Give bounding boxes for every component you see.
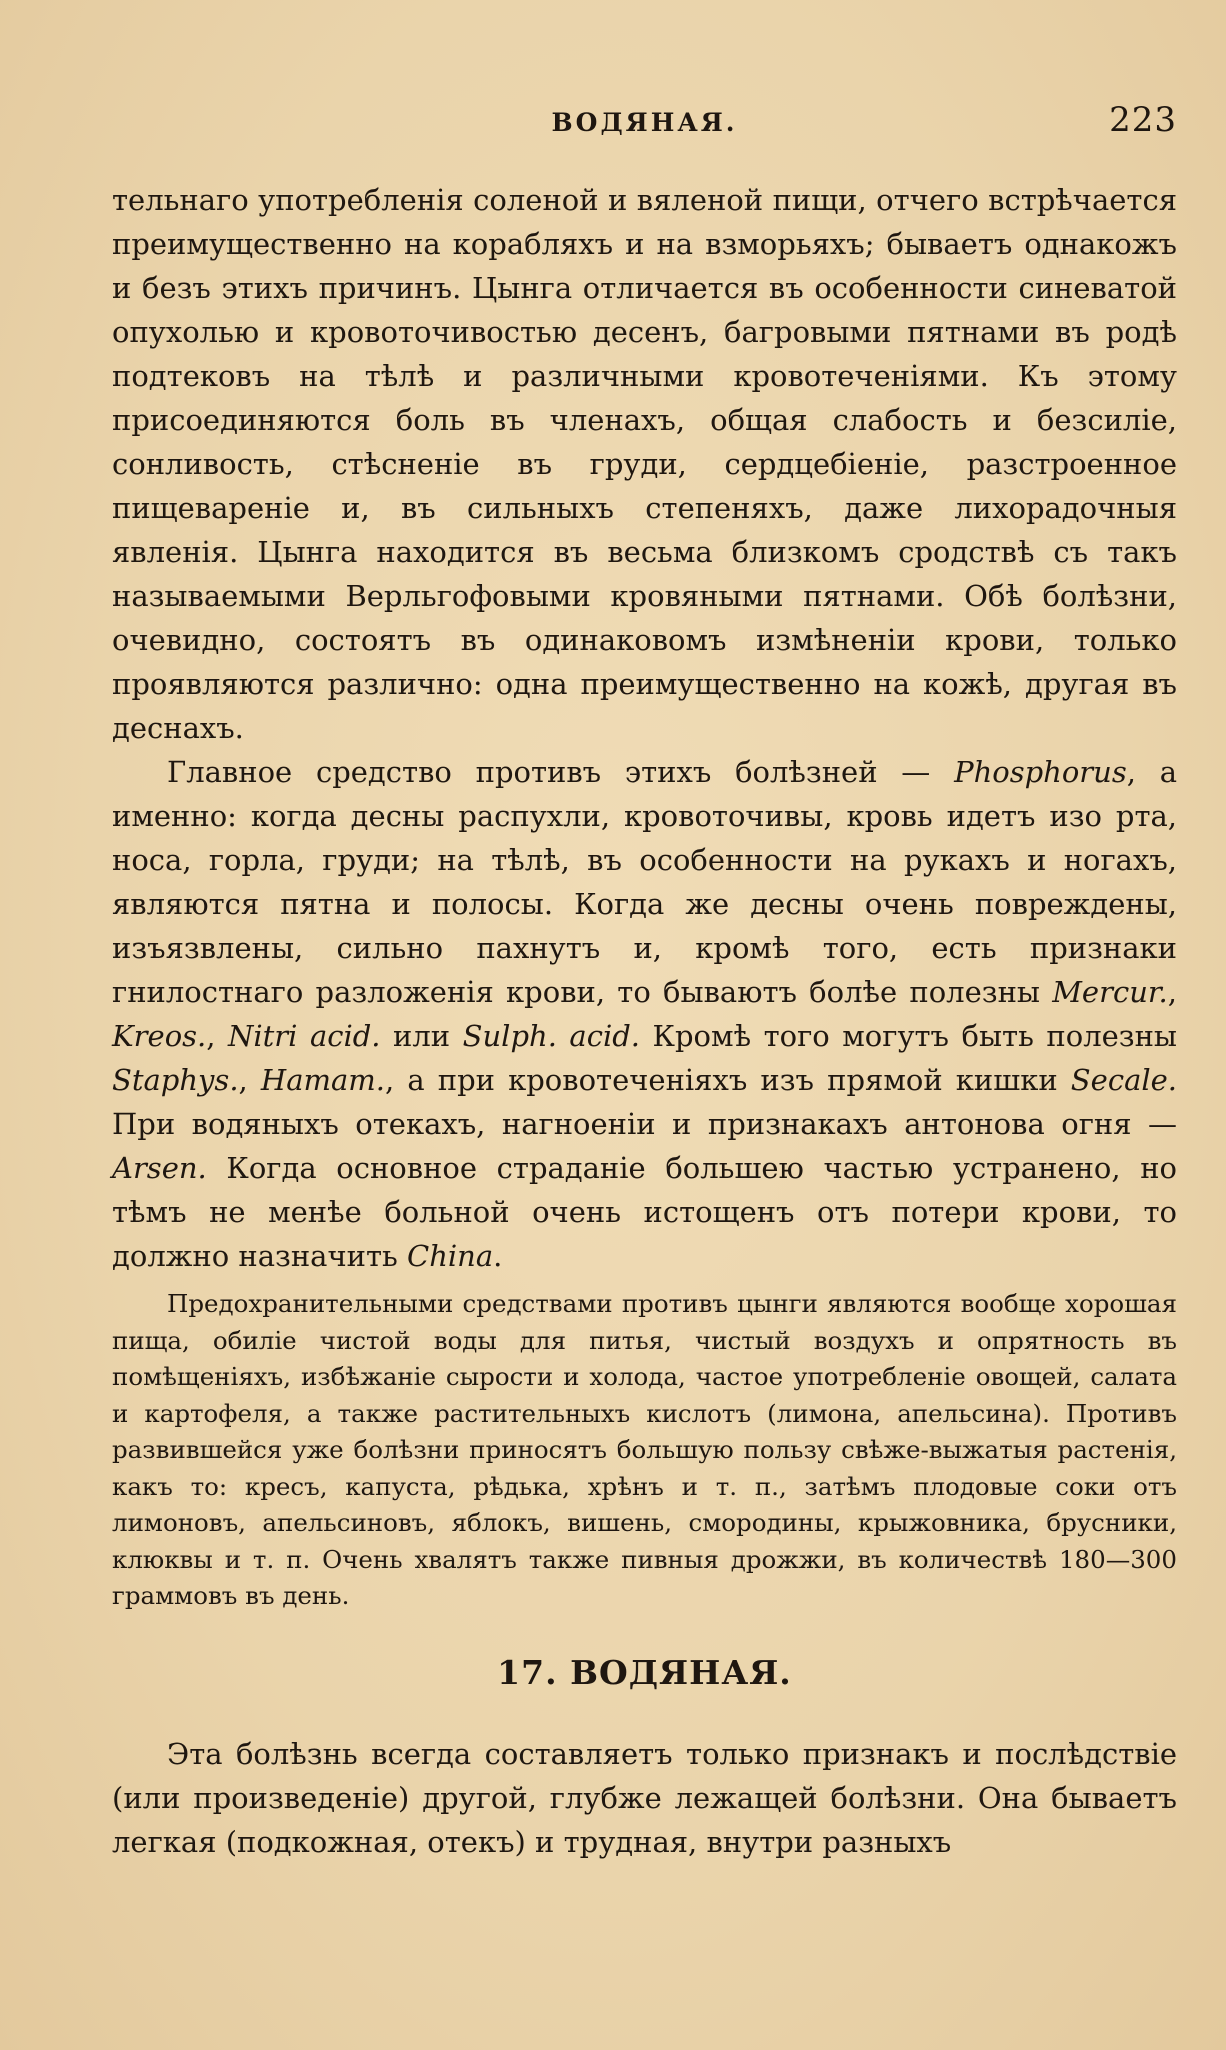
text-run: .: [493, 1239, 503, 1273]
body-text: [112, 178, 1177, 1864]
running-title: ВОДЯНАЯ.: [551, 108, 738, 137]
paragraph-dropsy-intro: Эта болѣзнь всегда составляетъ только признакъ и послѣдствіе (или произведеніе) другой, глубже лежащей болѣзни. Она бываетъ легкая (подкожная, отекъ) и трудная, внутри разныхъ: [112, 1736, 1177, 1859]
remedy-name: Phosphorus: [954, 755, 1127, 789]
remedy-name: Sulph. acid.: [462, 1019, 641, 1053]
remedy-name: Nitri acid.: [227, 1019, 381, 1053]
page-number: 223: [1109, 100, 1177, 140]
remedy-name: Kreos.: [112, 1019, 207, 1053]
section-heading: 17. ВОДЯНАЯ.: [497, 1652, 792, 1692]
paragraph-scurvy-remedies: [112, 750, 1177, 1278]
text-run: Когда основное страданіе большею частью устранено, но тѣмъ не менѣе больной очень истощенъ отъ потери крови, то должно назначить: [112, 1151, 1177, 1273]
remedy-name: Arsen.: [112, 1151, 207, 1185]
text-run: ,: [206, 1019, 228, 1053]
paragraph-prevention: Предохранительными средствами противъ цынги являются вообще хорошая пища, обиліе чистой воды для питья, чистый воздухъ и опрятность въ помѣщеніяхъ, избѣжаніе сырости и холода, частое употребленіе овощей, салата и картофеля, а также растительныхъ кислотъ (лимона, апельсина). Противъ развившейся уже болѣзни приносятъ большую пользу свѣже-выжатыя растенія, какъ то: кресъ, капуста, рѣдька, хрѣнъ и т. п., затѣмъ плодовые соки отъ лимоновъ, апельсиновъ, яблокъ, вишень, смородины, крыжовника, брусники, клюквы и т. п. Очень хвалятъ также пивныя дрожжи, въ количествѣ 180—300 граммовъ въ день.: [112, 1289, 1177, 1610]
text-run: ,: [1167, 975, 1177, 1009]
text-run: или: [380, 1019, 463, 1053]
text-run: ,: [238, 1063, 261, 1097]
text-run: Главное средство противъ этихъ болѣзней —: [167, 755, 955, 789]
text-run: , а при кровотеченіяхъ изъ прямой кишки: [385, 1063, 1071, 1097]
paragraph-scurvy-symptoms: тельнаго употребленія соленой и вяленой пищи, отчего встрѣчается преимущественно на корабляхъ и на взморьяхъ; бываетъ однакожъ и безъ этихъ причинъ. Цынга отличается въ особенности синеватой опухолью и кровоточивостью десенъ, багровыми пятнами въ родѣ подтековъ на тѣлѣ и различными кровотеченіями. Къ этому присоединяются боль въ членахъ, общая слабость и безсиліе, сонливость, стѣсненіе въ груди, сердцебіеніе, разстроенное пищевареніе и, въ сильныхъ степеняхъ, даже лихорадочныя явленія. Цынга находится въ весьма близкомъ сродствѣ съ такъ называемыми Верльгофовыми кровяными пятнами. Обѣ болѣзни, очевидно, состоятъ въ одинаковомъ измѣненіи крови, только проявляются различно: одна преимущественно на кожѣ, другая въ деснахъ.: [112, 183, 1177, 745]
remedy-name: Secale.: [1070, 1063, 1178, 1097]
text-run: При водяныхъ отекахъ, нагноеніи и признакахъ антонова огня —: [112, 1107, 1177, 1141]
remedy-name: Hamam.: [260, 1063, 385, 1097]
text-run: Кромѣ того могутъ быть полезны: [640, 1019, 1177, 1053]
text-run: , а именно: когда десны распухли, кровоточивы, кровь идетъ изо рта, носа, горла, груди; на тѣлѣ, въ особенности на рукахъ и ногахъ, являются пятна и полосы. Когда же десны очень повреждены, изъязвлены, сильно пахнутъ и, кромѣ того, есть признаки гнилостнаго разложенія крови, то бываютъ болѣе полезны: [112, 755, 1177, 1009]
remedy-name: Mercur.: [1052, 975, 1168, 1009]
running-head: [112, 100, 1177, 150]
remedy-name: China: [407, 1239, 494, 1273]
remedy-name: Staphys.: [112, 1063, 239, 1097]
